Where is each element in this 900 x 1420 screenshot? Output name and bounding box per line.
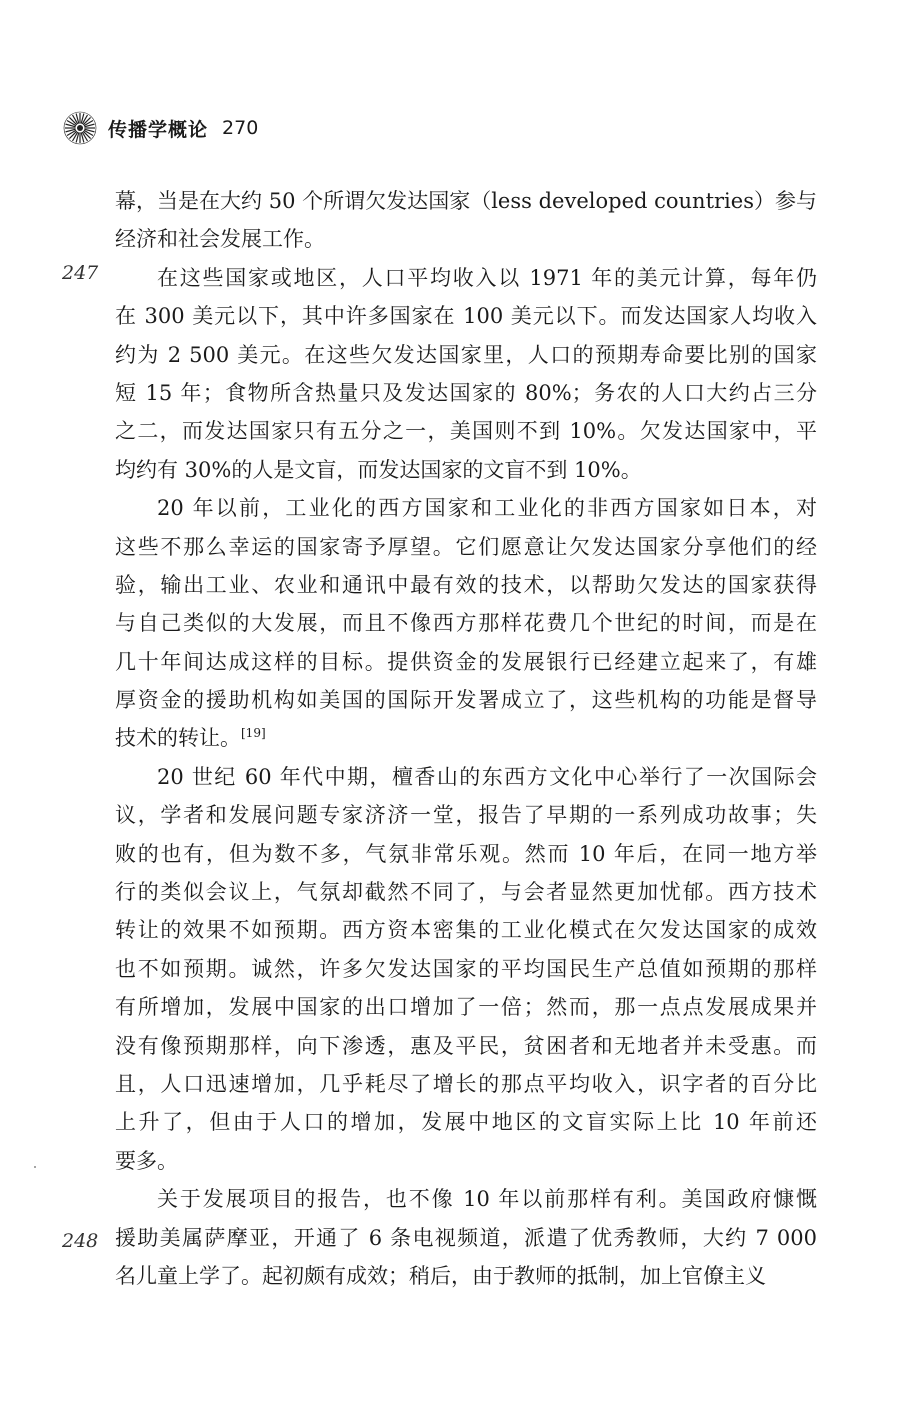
line-text: 20 年以前，工业化的西方国家和工业化的非西方国家如日本，对 (157, 496, 817, 521)
line-text: 上升了，但由于人口的增加，发展中地区的文盲实际上比 10 年前还 (115, 1110, 817, 1135)
text-line (115, 796, 817, 834)
footnote-marker: [19] (241, 726, 266, 741)
paragraph (115, 182, 817, 259)
paragraph (115, 758, 817, 1180)
paragraph (115, 1180, 817, 1295)
paragraph (115, 489, 817, 758)
line-text: 名儿童上学了。起初颇有成效；稍后，由于教师的抵制，加上官僚主义 (115, 1263, 766, 1288)
text-line (115, 643, 817, 681)
line-text: 援助美属萨摩亚，开通了 6 条电视频道，派遣了优秀教师，大约 7 000 (115, 1225, 817, 1250)
text-line (115, 336, 817, 374)
text-line (115, 451, 817, 489)
scan-speck (34, 1166, 36, 1168)
running-header (62, 108, 258, 148)
line-text: 没有像预期那样，向下渗透，惠及平民，贫困者和无地者并未受惠。而 (115, 1033, 817, 1058)
text-line (115, 835, 817, 873)
text-line (115, 1219, 817, 1257)
body-text (115, 182, 817, 1295)
line-text: 也不如预期。诚然，许多欠发达国家的平均国民生产总值如预期的那样 (115, 956, 817, 981)
text-line (115, 489, 817, 527)
text-line (115, 604, 817, 642)
text-line (115, 758, 817, 796)
line-text: 短 15 年；食物所含热量只及发达国家的 80%；务农的人口大约占三分 (115, 380, 817, 405)
line-text: 验，输出工业、农业和通讯中最有效的技术，以帮助欠发达的国家获得 (115, 572, 817, 597)
text-line (115, 1027, 817, 1065)
book-title: 传播学概论 (108, 118, 209, 141)
line-text: 约为 2 500 美元。在这些欠发达国家里，人口的预期寿命要比别的国家 (115, 342, 817, 367)
line-text: 均约有 30%的人是文盲，而发达国家的文盲不到 10%。 (115, 457, 642, 482)
text-line (115, 259, 817, 297)
text-line (115, 297, 817, 335)
text-line (115, 1142, 817, 1180)
line-text: 幕，当是在大约 50 个所谓欠发达国家（less developed countries）参与 (115, 189, 817, 213)
line-text: 20 世纪 60 年代中期，檀香山的东西方文化中心举行了一次国际会 (157, 764, 817, 789)
text-line (115, 911, 817, 949)
line-text: 几十年间达成这样的目标。提供资金的发展银行已经建立起来了，有雄 (115, 649, 817, 674)
line-text: 这些不那么幸运的国家寄予厚望。它们愿意让欠发达国家分享他们的经 (115, 534, 817, 559)
text-line (115, 1257, 817, 1295)
text-line (115, 950, 817, 988)
line-text: 技术的转让。 (115, 726, 241, 751)
line-text: 行的类似会议上，气氛却截然不同了，与会者显然更加忧郁。西方技术 (115, 880, 817, 905)
line-text: 之二，而发达国家只有五分之一，美国则不到 10%。欠发达国家中，平 (115, 419, 817, 444)
line-text: 要多。 (115, 1148, 178, 1173)
text-line (115, 719, 817, 757)
text-line (115, 412, 817, 450)
page-number: 270 (222, 117, 259, 139)
text-line (115, 528, 817, 566)
line-text: 转让的效果不如预期。西方资本密集的工业化模式在欠发达国家的成效 (115, 918, 817, 943)
text-line (115, 220, 817, 258)
line-text: 厚资金的援助机构如美国的国际开发署成立了，这些机构的功能是督导 (115, 688, 817, 713)
line-text: 在这些国家或地区，人口平均收入以 1971 年的美元计算，每年仍 (157, 265, 817, 290)
text-line (115, 1180, 817, 1218)
sunburst-emblem-icon (62, 110, 98, 146)
line-text: 在 300 美元以下，其中许多国家在 100 美元以下。而发达国家人均收入 (115, 304, 817, 329)
text-line (115, 988, 817, 1026)
text-line (115, 566, 817, 604)
line-text: 有所增加，发展中国家的出口增加了一倍；然而，那一点点发展成果并 (115, 995, 817, 1020)
line-text: 且，人口迅速增加，几乎耗尽了增长的那点平均收入，识字者的百分比 (115, 1071, 817, 1096)
paragraph (115, 259, 817, 489)
text-line (115, 374, 817, 412)
text-line (115, 873, 817, 911)
margin-note-original-page: 248 (62, 1230, 99, 1252)
line-text: 议，学者和发展问题专家济济一堂，报告了早期的一系列成功故事；失 (115, 803, 817, 828)
line-text: 经济和社会发展工作。 (115, 227, 325, 252)
line-text: 败的也有，但为数不多，气氛非常乐观。然而 10 年后，在同一地方举 (115, 841, 817, 866)
text-line (115, 182, 817, 220)
text-line (115, 1065, 817, 1103)
line-text: 关于发展项目的报告，也不像 10 年以前那样有利。美国政府慷慨 (157, 1187, 817, 1212)
text-line (115, 681, 817, 719)
margin-note-original-page: 247 (62, 262, 99, 284)
text-line (115, 1103, 817, 1141)
line-text: 与自己类似的大发展，而且不像西方那样花费几个世纪的时间，而是在 (115, 611, 817, 636)
